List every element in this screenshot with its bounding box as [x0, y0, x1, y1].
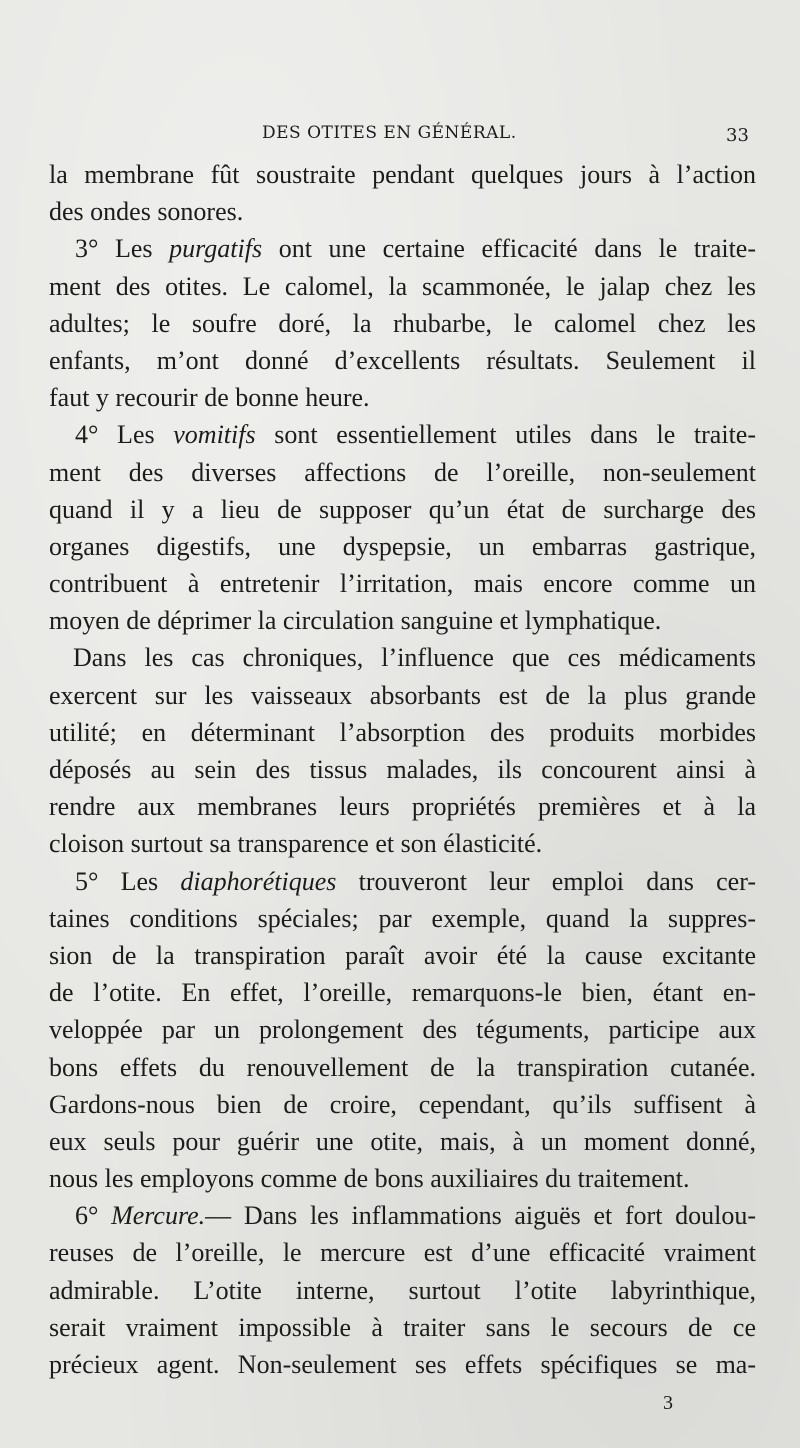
text-line: organes digestifs, une dyspepsie, un embarras gastrique, — [49, 531, 756, 561]
text-line: moyen de déprimer la circulation sanguine et lymphatique. — [49, 606, 662, 636]
text-line: des ondes sonores. — [49, 197, 244, 227]
text-line: précieux agent. Non-seulement ses effets spécifiques se ma- — [49, 1350, 756, 1379]
page-number: 33 — [726, 125, 749, 146]
text-line: 5° Les diaphorétiques trouveront leur emploi dans cer- — [75, 866, 756, 896]
italic-term: vomitifs — [173, 420, 256, 450]
text-line: adultes; le soufre doré, la rhubarbe, le calomel chez les — [49, 308, 756, 338]
text-line: admirable. L’otite interne, surtout l’otite labyrinthique, — [49, 1275, 756, 1305]
italic-term: purgatifs — [169, 234, 263, 264]
text-line: utilité; en déterminant l’absorption des produits morbides — [49, 717, 756, 747]
text-line: nous les employons comme de bons auxiliaires du traitement. — [49, 1164, 690, 1194]
body-text — [49, 156, 756, 1383]
text-line: de l’otite. En effet, l’oreille, remarquons-le bien, étant en- — [49, 978, 756, 1008]
text-line: taines conditions spéciales; par exemple, quand la suppres- — [49, 903, 756, 933]
italic-term: Mercure. — [111, 1201, 206, 1231]
text-line: Dans les cas chroniques, l’influence que ces médicaments — [73, 643, 756, 673]
text-line: déposés au sein des tissus malades, ils concourent ainsi à — [49, 755, 756, 784]
text-line: Gardons-nous bien de croire, cependant, qu’ils suffisent à — [49, 1089, 756, 1119]
signature-mark: 3 — [663, 1392, 673, 1414]
text-line: la membrane fût soustraite pendant quelques jours à l’action — [49, 160, 756, 189]
text-line: enfants, m’ont donné d’excellents résultats. Seulement il — [49, 345, 756, 375]
italic-term: diaphorétiques — [180, 866, 337, 896]
text-line: ment des otites. Le calomel, la scammonée, le jalap chez les — [49, 271, 756, 301]
text-line: ment des diverses affections de l’oreille, non-seulement — [49, 457, 756, 487]
text-line: serait vraiment impossible à traiter sans le secours de ce — [49, 1312, 756, 1342]
text-line: 6° Mercure.— Dans les inflammations aiguës et fort doulou- — [75, 1201, 756, 1231]
text-line: faut y recourir de bonne heure. — [49, 383, 370, 413]
running-title: DES OTITES EN GÉNÉRAL. — [262, 123, 517, 143]
text-line: 4° Les vomitifs sont essentiellement utiles dans le traite- — [75, 420, 756, 450]
running-head — [0, 123, 800, 153]
text-line: contribuent à entretenir l’irritation, mais encore comme un — [49, 569, 756, 599]
text-line: reuses de l’oreille, le mercure est d’une efficacité vraiment — [49, 1238, 756, 1268]
text-line: 3° Les purgatifs ont une certaine efficacité dans le traite- — [75, 234, 756, 264]
text-line: veloppée par un prolongement des téguments, participe aux — [49, 1015, 756, 1045]
text-line: eux seuls pour guérir une otite, mais, à un moment donné, — [49, 1126, 756, 1156]
text-line: exercent sur les vaisseaux absorbants est de la plus grande — [49, 680, 756, 710]
text-line: sion de la transpiration paraît avoir été la cause excitante — [49, 940, 756, 970]
text-line: bons effets du renouvellement de la transpiration cutanée. — [49, 1052, 756, 1082]
text-line: rendre aux membranes leurs propriétés premières et à la — [49, 792, 756, 822]
text-line: cloison surtout sa transparence et son élasticité. — [49, 829, 543, 859]
text-line: quand il y a lieu de supposer qu’un état de surcharge des — [49, 494, 756, 524]
